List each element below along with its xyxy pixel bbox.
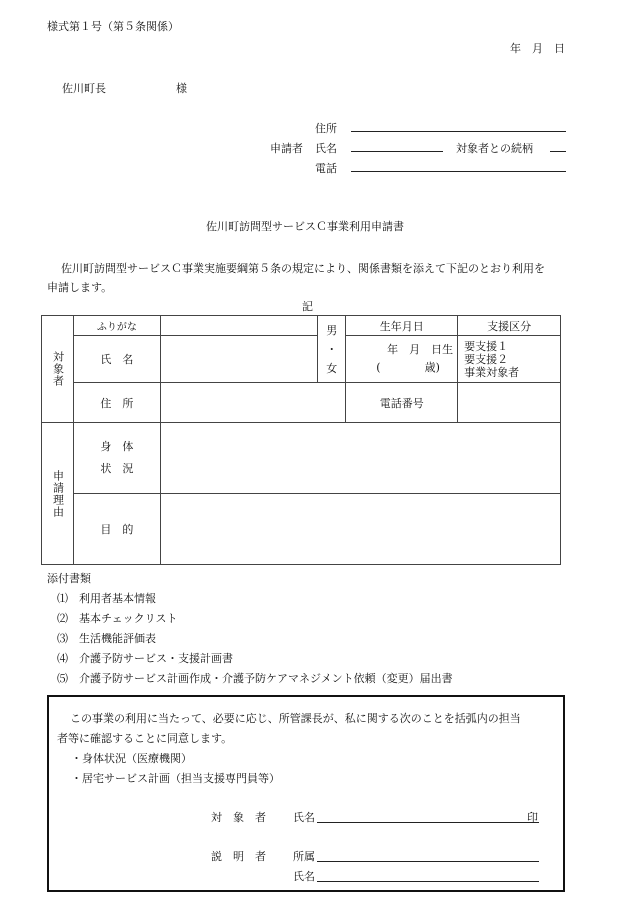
seal-mark: 印 bbox=[527, 811, 538, 824]
consent-line-2: 者等に確認することに同意します。 bbox=[57, 732, 233, 745]
gender-dot: ・ bbox=[326, 342, 338, 356]
relation-field[interactable] bbox=[550, 151, 566, 152]
support-options[interactable] bbox=[458, 336, 561, 383]
address-label: 住 所 bbox=[73, 383, 160, 423]
support-option-3[interactable]: 事業対象者 bbox=[464, 365, 520, 379]
applicant-label: 申請者 bbox=[270, 142, 303, 155]
attachment-text: 生活機能評価表 bbox=[79, 632, 156, 645]
attachment-num: ⑵ bbox=[57, 612, 68, 625]
age-value: ( 歳) bbox=[376, 361, 440, 374]
applicant-phone-field[interactable] bbox=[351, 171, 566, 172]
consent-item-1: ・身体状況（医療機関） bbox=[71, 752, 192, 765]
birth-header: 生年月日 bbox=[346, 316, 458, 336]
phone-input[interactable] bbox=[458, 383, 561, 423]
document-title: 佐川町訪問型サービスＣ事業利用申請書 bbox=[206, 220, 404, 233]
attachments-title: 添付書類 bbox=[47, 572, 91, 585]
consent-item-2: ・居宅サービス計画（担当支援専門員等） bbox=[71, 772, 280, 785]
applicant-address-label: 住所 bbox=[315, 122, 337, 135]
applicant-phone-label: 電話 bbox=[315, 162, 337, 175]
consent-explainer-name-field[interactable] bbox=[317, 881, 539, 882]
consent-subject-label: 対 象 者 bbox=[211, 811, 266, 824]
ki-label: 記 bbox=[302, 300, 313, 313]
purpose-input[interactable] bbox=[160, 494, 560, 565]
relation-label: 対象者との続柄 bbox=[456, 142, 533, 155]
subject-header-cell bbox=[42, 316, 74, 423]
gender-male[interactable]: 男 bbox=[326, 323, 338, 337]
attachment-item bbox=[57, 590, 156, 606]
application-table bbox=[41, 315, 561, 565]
phone-label: 電話番号 bbox=[346, 383, 458, 423]
form-number: 様式第１号（第５条関係） bbox=[47, 20, 179, 33]
date-field[interactable]: 年 月 日 bbox=[510, 42, 565, 55]
name-label: 氏 名 bbox=[73, 336, 160, 383]
support-option-1[interactable]: 要支援１ bbox=[464, 339, 509, 353]
gender-female[interactable]: 女 bbox=[326, 361, 338, 375]
subject-header: 対象者 bbox=[51, 351, 65, 387]
body-condition-input[interactable] bbox=[160, 423, 560, 494]
consent-line-1: この事業の利用に当たって、必要に応じ、所管課長が、私に関する次のことを括弧内の担当 bbox=[70, 712, 521, 725]
attachment-num: ⑶ bbox=[57, 632, 68, 645]
consent-box bbox=[47, 695, 565, 892]
consent-subject-name-field[interactable] bbox=[317, 822, 539, 823]
intro-line-1: 佐川町訪問型サービスＣ事業実施要綱第５条の規定により、関係書類を添えて下記のとおり利用を bbox=[61, 262, 545, 275]
addressee-mayor: 佐川町長 bbox=[62, 82, 106, 95]
attachment-num: ⑴ bbox=[57, 592, 68, 605]
address-input[interactable] bbox=[160, 383, 346, 423]
attachment-item bbox=[57, 610, 177, 626]
attachment-item bbox=[57, 670, 453, 686]
applicant-address-field[interactable] bbox=[351, 131, 566, 132]
consent-affiliation-label: 所属 bbox=[293, 850, 315, 863]
birth-input[interactable] bbox=[346, 336, 458, 383]
body-label-1: 身 体 bbox=[100, 440, 134, 453]
attachment-num: ⑷ bbox=[57, 652, 68, 665]
consent-explainer-label: 説 明 者 bbox=[211, 850, 266, 863]
birth-value: 年 月 日生 bbox=[387, 343, 454, 356]
attachment-text: 介護予防サービス計画作成・介護予防ケアマネジメント依頼（変更）届出書 bbox=[79, 672, 453, 685]
intro-line-2: 申請します。 bbox=[47, 281, 113, 294]
gender-cell[interactable] bbox=[318, 316, 346, 383]
consent-explainer-name-label: 氏名 bbox=[293, 870, 315, 883]
furigana-input[interactable] bbox=[160, 316, 318, 336]
purpose-label: 目 的 bbox=[73, 494, 160, 565]
body-condition-label bbox=[73, 423, 160, 494]
attachment-item bbox=[57, 630, 156, 646]
applicant-name-label: 氏名 bbox=[315, 142, 337, 155]
attachment-num: ⑸ bbox=[57, 672, 68, 685]
body-label-2: 状 況 bbox=[100, 462, 134, 475]
attachment-item bbox=[57, 650, 233, 666]
attachment-text: 介護予防サービス・支援計画書 bbox=[79, 652, 233, 665]
reason-header-cell bbox=[42, 423, 74, 565]
attachment-text: 基本チェックリスト bbox=[79, 612, 178, 625]
consent-affiliation-field[interactable] bbox=[317, 861, 539, 862]
support-header: 支援区分 bbox=[458, 316, 561, 336]
applicant-name-field[interactable] bbox=[351, 151, 443, 152]
reason-header: 申請理由 bbox=[51, 469, 65, 518]
consent-subject-name-label: 氏名 bbox=[293, 811, 315, 824]
attachment-text: 利用者基本情報 bbox=[79, 592, 156, 605]
name-input[interactable] bbox=[160, 336, 318, 383]
furigana-label: ふりがな bbox=[73, 316, 160, 336]
addressee-honorific: 様 bbox=[176, 82, 187, 95]
support-option-2[interactable]: 要支援２ bbox=[464, 352, 509, 366]
